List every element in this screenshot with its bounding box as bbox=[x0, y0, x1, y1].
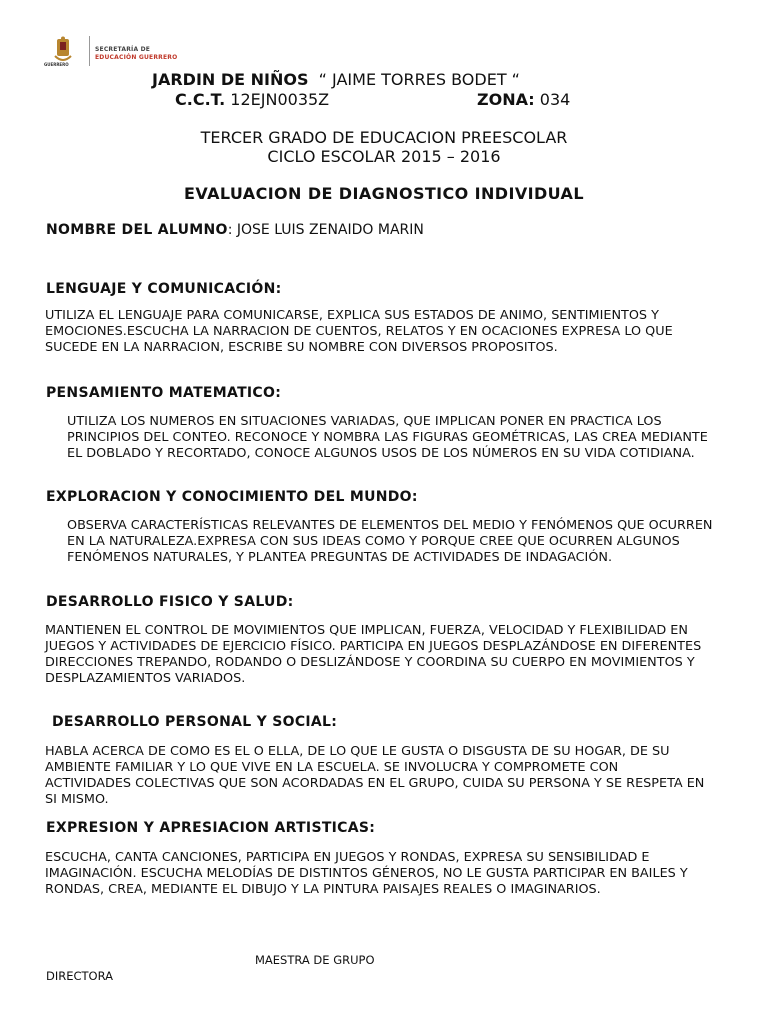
logo-divider bbox=[89, 36, 90, 66]
section-text-fisico: MANTIENEN EL CONTROL DE MOVIMIENTOS QUE IMPLICAN, FUERZA, VELOCIDAD Y FLEXIBILIDAD EN JUEGOS Y ACTIVIDADES DE EJERCICIO FÍSICO. PARTICIPA EN JUEGOS DESPLAZÁNDOSE EN DIFERENTES DIRECCIONES TREPANDO, RODANDO O DESLIZÁNDOSE Y COORDINA SU CUERPO EN MOVIMIENTOS Y DESPLAZAMIENTOS VARIADOS. bbox=[45, 623, 702, 686]
cct-label: C.C.T. bbox=[175, 90, 226, 109]
zona-label: ZONA: bbox=[477, 90, 535, 109]
student-name-label: NOMBRE DEL ALUMNO bbox=[46, 222, 228, 238]
cct-value: 12EJN0035Z bbox=[230, 90, 330, 109]
section-title-personal: DESARROLLO PERSONAL Y SOCIAL: bbox=[52, 714, 338, 730]
section-title-lenguaje: LENGUAJE Y COMUNICACIÓN: bbox=[46, 281, 282, 297]
cycle-line: CICLO ESCOLAR 2015 – 2016 bbox=[267, 147, 501, 166]
zona-value: 034 bbox=[539, 90, 571, 109]
section-text-personal: HABLA ACERCA DE COMO ES EL O ELLA, DE LO QUE LE GUSTA O DISGUSTA DE SU HOGAR, DE SU AMBIENTE FAMILIAR Y LO QUE VIVE EN LA ESCUELA. SE INVOLUCRA Y COMPROMETE CON ACTIVIDADES COLECTIVAS QUE SON ACORDADAS EN EL GRUPO, CUIDA SU PERSONA Y SE RESPETA EN SI MISMO. bbox=[45, 744, 705, 807]
student-name-value: : JOSE LUIS ZENAIDO MARIN bbox=[227, 222, 424, 238]
director-signature-label: DIRECTORA bbox=[46, 969, 114, 983]
section-title-artisticas: EXPRESION Y APRESIACION ARTISTICAS: bbox=[46, 820, 376, 836]
secretaria-logo bbox=[44, 36, 184, 68]
cct-line bbox=[175, 90, 329, 109]
zona-line bbox=[477, 90, 570, 109]
school-line bbox=[152, 70, 520, 89]
section-title-matematico: PENSAMIENTO MATEMATICO: bbox=[46, 385, 282, 401]
section-title-fisico: DESARROLLO FISICO Y SALUD: bbox=[46, 594, 294, 610]
school-name: “ JAIME TORRES BODET “ bbox=[318, 70, 520, 89]
logo-line-2: EDUCACIÓN GUERRERO bbox=[95, 54, 178, 61]
section-text-exploracion: OBSERVA CARACTERÍSTICAS RELEVANTES DE ELEMENTOS DEL MEDIO Y FENÓMENOS QUE OCURREN EN LA NATURALEZA.EXPRESA CON SUS IDEAS COMO Y PORQUE CREE QUE OCURREN ALGUNOS FENÓMENOS NATURALES, Y PLANTEA PREGUNTAS DE ACTIVIDADES DE INDAGACIÓN. bbox=[67, 518, 713, 565]
section-text-lenguaje: UTILIZA EL LENGUAJE PARA COMUNICARSE, EXPLICA SUS ESTADOS DE ANIMO, SENTIMIENTOS Y EMOCIONES.ESCUCHA LA NARRACION DE CUENTOS, RELATOS Y EN OCACIONES EXPRESA LO QUE SUCEDE EN LA NARRACION, ESCRIBE SU NOMBRE CON DIVERSOS PROPOSITOS. bbox=[45, 308, 673, 355]
grade-line: TERCER GRADO DE EDUCACION PREESCOLAR bbox=[200, 128, 568, 147]
teacher-signature-label: MAESTRA DE GRUPO bbox=[255, 953, 375, 967]
section-text-matematico: UTILIZA LOS NUMEROS EN SITUACIONES VARIADAS, QUE IMPLICAN PONER EN PRACTICA LOS PRINCIPIOS DEL CONTEO. RECONOCE Y NOMBRA LAS FIGURAS GEOMÉTRICAS, LAS CREA MEDIANTE EL DOBLADO Y RECORTADO, CONOCE ALGUNOS USOS DE LOS NÚMEROS EN SU VIDA COTIDIANA. bbox=[67, 414, 708, 461]
school-label: JARDIN DE NIÑOS bbox=[152, 70, 309, 89]
section-title-exploracion: EXPLORACION Y CONOCIMIENTO DEL MUNDO: bbox=[46, 489, 418, 505]
logo-line-1: SECRETARÍA DE bbox=[95, 46, 151, 53]
logo-state-label: GUERRERO bbox=[44, 62, 69, 67]
student-name-line bbox=[46, 222, 424, 238]
document-title: EVALUACION DE DIAGNOSTICO INDIVIDUAL bbox=[184, 184, 584, 203]
section-text-artisticas: ESCUCHA, CANTA CANCIONES, PARTICIPA EN JUEGOS Y RONDAS, EXPRESA SU SENSIBILIDAD E IMAGINACIÓN. ESCUCHA MELODÍAS DE DISTINTOS GÉNEROS, NO LE GUSTA PARTICIPAR EN BAILES Y RONDAS, CREA, MEDIANTE EL DIBUJO Y LA PINTURA PAISAJES REALES O IMAGINARIOS. bbox=[45, 850, 688, 897]
